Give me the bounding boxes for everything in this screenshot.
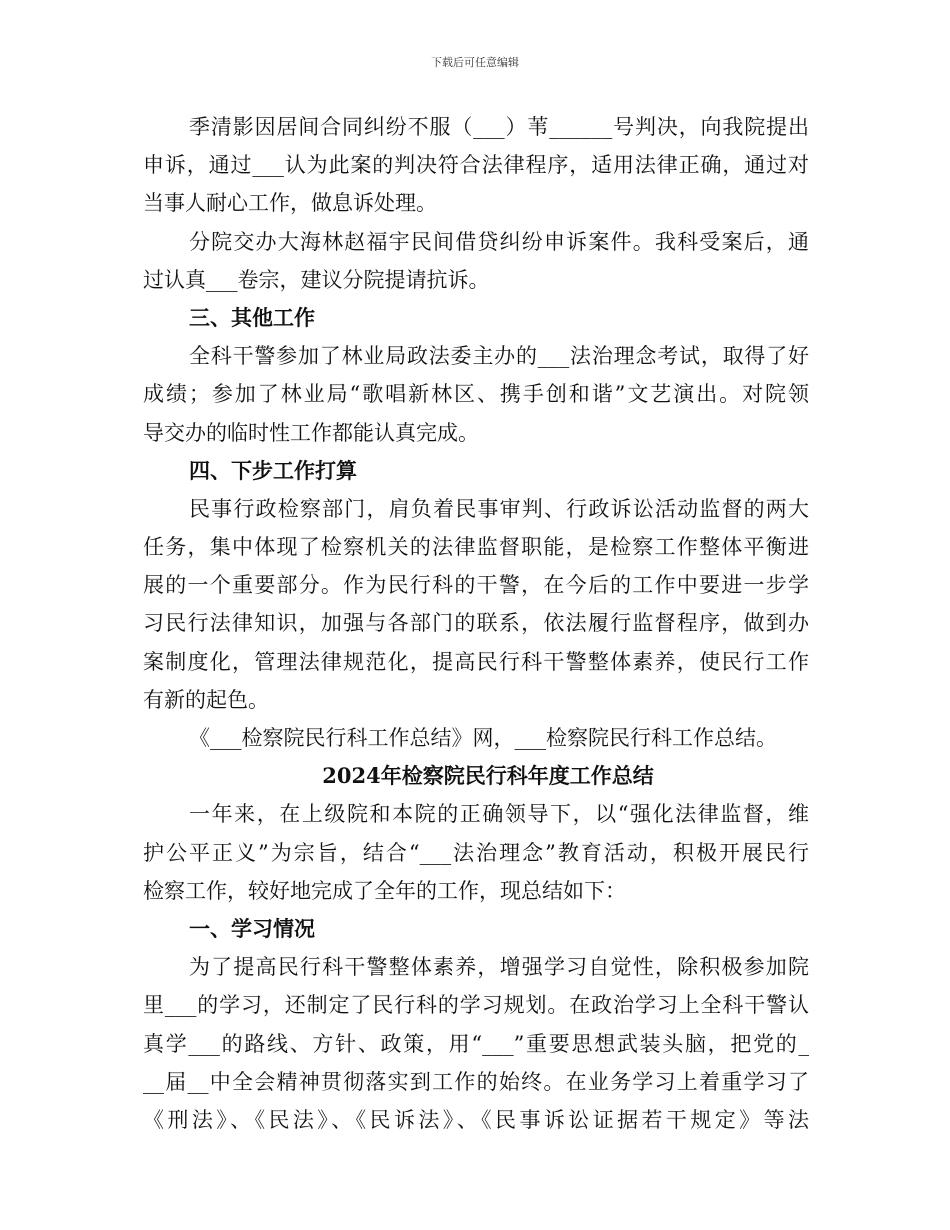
paragraph-line: 检察工作，较好地完成了全年的工作，现总结如下： — [143, 878, 626, 903]
paragraph-line: 真学___的路线、方针、政策，用“___”重要思想武装头脑，把党的_ — [143, 1031, 809, 1056]
paragraph-line: 习民行法律知识，加强与各部门的联系，依法履行监督程序，做到办 — [143, 611, 809, 636]
paragraph-line: 民事行政检察部门，肩负着民事审判、行政诉讼活动监督的两大 — [189, 496, 809, 521]
paragraph-line: 有新的起色。 — [143, 687, 269, 712]
paragraph-line: 全科干警参加了林业局政法委主办的___法治理念考试，取得了好 — [189, 344, 809, 369]
section-heading: 三、其他工作 — [189, 304, 315, 330]
paragraph-line: 一年来，在上级院和本院的正确领导下，以“强化法律监督，维 — [189, 802, 809, 827]
section-heading: 一、学习情况 — [189, 915, 315, 941]
source-note-line: 《___检察院民行科工作总结》网，___检察院民行科工作总结。 — [189, 726, 777, 750]
paragraph-line: 案制度化，管理法律规范化，提高民行科干警整体素养，使民行工作 — [143, 649, 809, 674]
document-body — [143, 108, 809, 1139]
paragraph-line: 过认真___卷宗，建议分院提请抗诉。 — [143, 267, 490, 292]
paragraph-line: 季清影因居间合同纠纷不服（___）苇______号判决，向我院提出 — [189, 115, 809, 139]
paragraph-line: __届__中全会精神贯彻落实到工作的始终。在业务学习上着重学习了 — [143, 1069, 809, 1094]
paragraph-line: 展的一个重要部分。作为民行科的干警，在今后的工作中要进一步学 — [143, 573, 809, 598]
paragraph-line: 导交办的临时性工作都能认真完成。 — [143, 420, 479, 445]
section-heading: 四、下步工作打算 — [189, 457, 357, 483]
paragraph-line: 任务，集中体现了检察机关的法律监督职能，是检察工作整体平衡进 — [143, 535, 809, 560]
paragraph-line: 《刑法》、《民法》、《民诉法》、《民事诉讼证据若干规定》等法 — [143, 1107, 809, 1132]
paragraph-line: 为了提高民行科干警整体素养，增强学习自觉性，除积极参加院 — [189, 955, 809, 980]
paragraph-line: 成绩；参加了林业局“歌唱新林区、携手创和谐”文艺演出。对院领 — [143, 382, 809, 407]
paragraph-line: 当事人耐心工作，做息诉处理。 — [143, 191, 437, 216]
paragraph-line: 分院交办大海林赵福宇民间借贷纠纷申诉案件。我科受案后，通 — [189, 229, 809, 254]
page-header-note: 下载后可任意编辑 — [431, 56, 519, 69]
paragraph-line: 申诉，通过___认为此案的判决符合法律程序，适用法律正确，通过对 — [143, 153, 809, 178]
paragraph-line: 里___的学习，还制定了民行科的学习规划。在政治学习上全科干警认 — [143, 993, 809, 1018]
paragraph-line: 护公平正义”为宗旨，结合“___法治理念”教育活动，积极开展民行 — [143, 840, 809, 865]
document-title: 2024年检察院民行科年度工作总结 — [322, 763, 654, 789]
